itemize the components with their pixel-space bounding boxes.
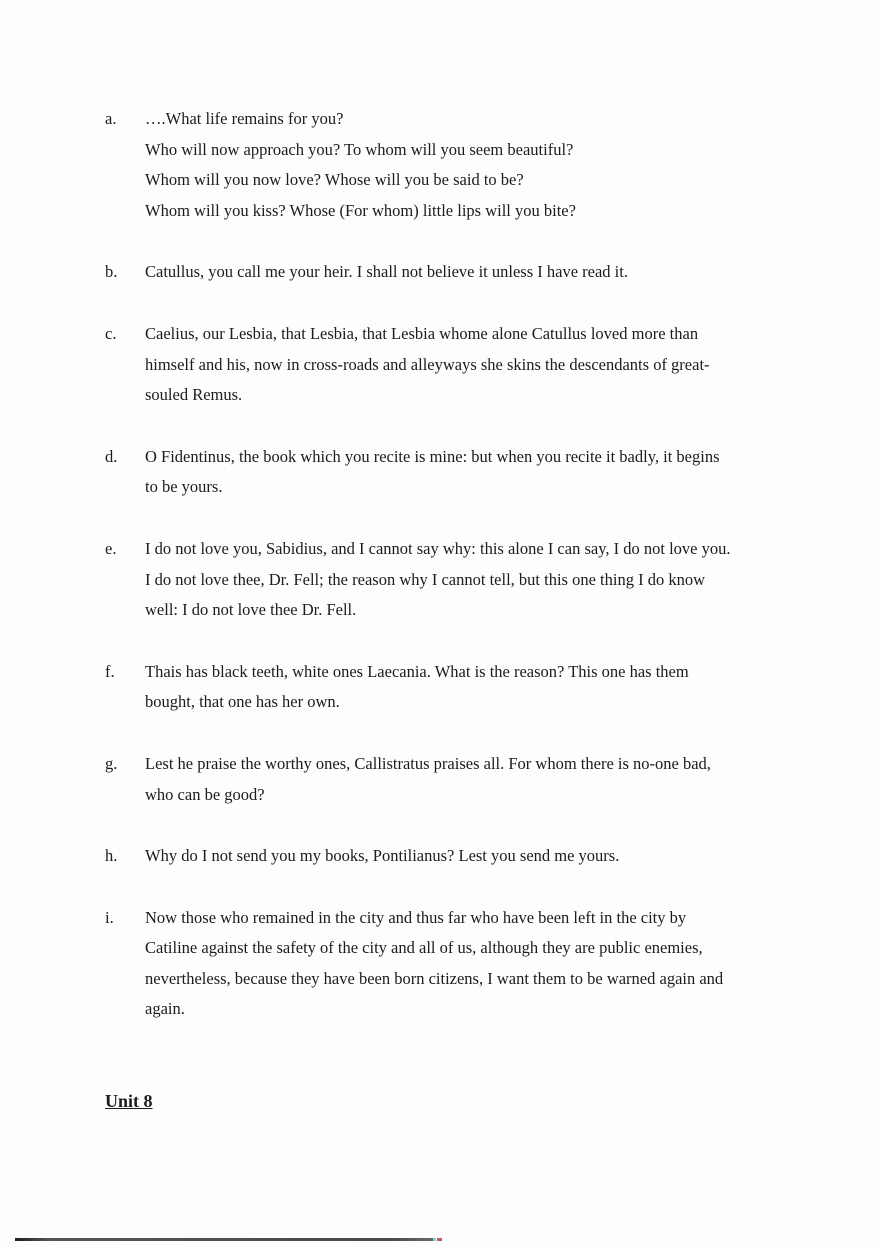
- list-item-letter: b.: [105, 262, 118, 282]
- list-item-text: [145, 841, 619, 872]
- list-item: [105, 319, 815, 411]
- list-item: [105, 749, 815, 810]
- text-line: who can be good?: [145, 784, 265, 804]
- list-item-letter: f.: [105, 661, 115, 681]
- text-line: I do not love thee, Dr. Fell; the reason why I cannot tell, but this one thing I do know: [145, 569, 705, 589]
- list-item-letter: h.: [105, 846, 118, 866]
- list-item: [105, 841, 815, 872]
- text-line: himself and his, now in cross-roads and alleyways she skins the descendants of great-: [145, 354, 710, 374]
- list-item-text: [145, 749, 711, 810]
- text-line: bought, that one has her own.: [145, 692, 340, 712]
- text-line: nevertheless, because they have been born citizens, I want them to be warned again and: [145, 968, 724, 988]
- text-line: souled Remus.: [145, 385, 243, 405]
- list-item-text: [145, 104, 576, 226]
- text-line: I do not love you, Sabidius, and I cannot say why: this alone I can say, I do not love you.: [145, 538, 731, 558]
- text-line: O Fidentinus, the book which you recite is mine: but when you recite it badly, it begins: [145, 446, 720, 466]
- text-line: Catullus, you call me your heir. I shall not believe it unless I have read it.: [145, 262, 628, 282]
- text-line: Catiline against the safety of the city and all of us, although they are public enemies,: [145, 938, 703, 958]
- list-item-text: [145, 903, 723, 1025]
- text-line: again.: [145, 999, 185, 1019]
- text-line: to be yours.: [145, 477, 223, 497]
- unit-heading: Unit 8: [105, 1091, 153, 1112]
- list-item: [105, 442, 815, 503]
- list-item-text: [145, 442, 720, 503]
- list-item-text: [145, 257, 628, 288]
- text-line: Who will now approach you? To whom will you seem beautiful?: [145, 139, 574, 159]
- scan-artifact-red-mark: [437, 1238, 442, 1241]
- list-item: [105, 903, 815, 1025]
- list-item: [105, 257, 815, 288]
- list-item-letter: a.: [105, 109, 117, 128]
- list-item: [105, 534, 815, 626]
- list-item-letter: g.: [105, 753, 118, 773]
- text-line: Why do I not send you my books, Pontilianus? Lest you send me yours.: [145, 846, 620, 866]
- scan-artifact-teal-mark: [433, 1238, 436, 1241]
- list-item-letter: d.: [105, 446, 118, 466]
- text-line: Whom will you now love? Whose will you be said to be?: [145, 170, 524, 190]
- list-item-letter: c.: [105, 323, 117, 343]
- text-line: Lest he praise the worthy ones, Callistratus praises all. For whom there is no-one bad,: [145, 753, 711, 773]
- list-item: [105, 104, 815, 226]
- text-line: well: I do not love thee Dr. Fell.: [145, 600, 357, 620]
- lettered-list: [105, 104, 815, 1025]
- list-item: [105, 657, 815, 718]
- list-item-text: [145, 534, 731, 626]
- document-body: [105, 104, 815, 1112]
- text-line: Whom will you kiss? Whose (For whom) little lips will you bite?: [145, 200, 576, 220]
- text-line: Caelius, our Lesbia, that Lesbia, that Lesbia whome alone Catullus loved more than: [145, 323, 699, 343]
- list-item-text: [145, 319, 710, 411]
- list-item-letter: e.: [105, 538, 117, 558]
- text-line: ….What life remains for you?: [145, 109, 344, 128]
- list-item-text: [145, 657, 689, 718]
- text-line: Thais has black teeth, white ones Laecania. What is the reason? This one has them: [145, 661, 689, 681]
- text-line: Now those who remained in the city and thus far who have been left in the city by: [145, 907, 687, 927]
- list-item-letter: i.: [105, 907, 114, 927]
- scan-artifact-line: [15, 1238, 433, 1241]
